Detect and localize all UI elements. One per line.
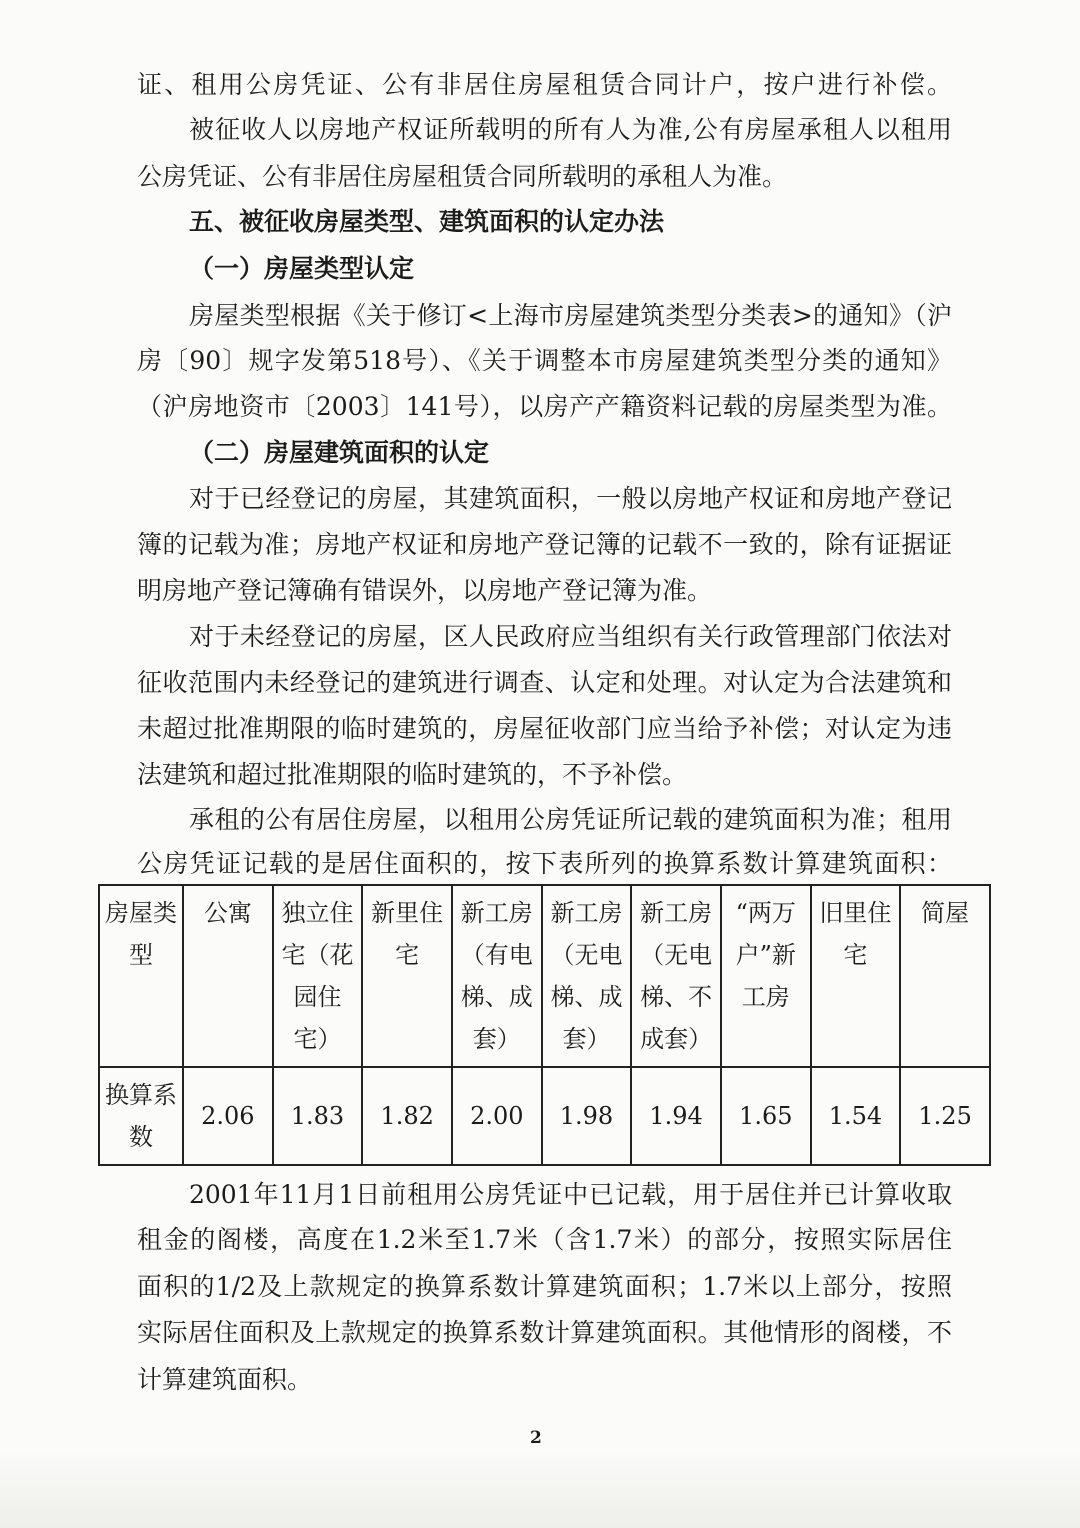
text-line: 法建筑和超过批准期限的临时建筑的，不予补偿。 bbox=[137, 760, 688, 789]
type-header-cell: “两万户”新工房 bbox=[721, 885, 811, 1067]
text-line: （沪房地资市〔2003〕141号），以房产产籍资料记载的房屋类型为准。 bbox=[137, 392, 952, 421]
coefficient-cell: 1.83 bbox=[273, 1067, 363, 1165]
header-label: 房屋类型 bbox=[99, 885, 183, 1067]
type-header-cell: 新工房（无电梯、不成套） bbox=[631, 885, 721, 1067]
text-line: 实际居住面积及上款规定的换算系数计算建筑面积。其他情形的阁楼，不 bbox=[137, 1318, 952, 1347]
coefficient-cell: 1.82 bbox=[362, 1067, 452, 1165]
text-line: 计算建筑面积。 bbox=[137, 1365, 313, 1394]
page-number: 2 bbox=[530, 1428, 542, 1448]
coefficient-cell: 1.54 bbox=[811, 1067, 901, 1165]
text-line: 房屋类型根据《关于修订<上海市房屋建筑类型分类表>的通知》（沪 bbox=[189, 301, 952, 330]
text-line: 未超过批准期限的临时建筑的，房屋征收部门应当给予补偿；对认定为违 bbox=[137, 714, 952, 743]
coefficient-cell: 1.94 bbox=[631, 1067, 721, 1165]
text-line: 被征收人以房地产权证所载明的所有人为准,公有房屋承租人以租用 bbox=[189, 115, 952, 144]
text-line: 承租的公有居住房屋，以租用公房凭证所记载的建筑面积为准；租用 bbox=[189, 805, 952, 834]
text-line: 对于未经登记的房屋，区人民政府应当组织有关行政管理部门依法对 bbox=[189, 622, 952, 651]
type-header-cell: 新工房（有电梯、成套） bbox=[452, 885, 542, 1067]
text-line: 租金的阁楼，高度在1.2米至1.7米（含1.7米）的部分，按照实际居住 bbox=[137, 1225, 952, 1254]
text-line: 征收范围内未经登记的建筑进行调查、认定和处理。对认定为合法建筑和 bbox=[137, 668, 952, 697]
text-line: 公房凭证记载的是居住面积的，按下表所列的换算系数计算建筑面积： bbox=[137, 849, 952, 878]
text-line: 房〔90〕规字发第518号）、《关于调整本市房屋建筑类型分类的通知》 bbox=[137, 346, 952, 375]
type-header-cell: 独立住宅（花园住宅） bbox=[273, 885, 363, 1067]
section-heading: （二）房屋建筑面积的认定 bbox=[189, 438, 490, 467]
coefficient-cell: 1.65 bbox=[721, 1067, 811, 1165]
type-header-cell: 公寓 bbox=[183, 885, 273, 1067]
text-line: 簿的记载为准；房地产权证和房地产登记簿的记载不一致的，除有证据证 bbox=[137, 530, 952, 559]
scan-shadow bbox=[0, 1448, 1080, 1528]
table-values-row bbox=[99, 1067, 990, 1165]
type-header-cell: 旧里住宅 bbox=[811, 885, 901, 1067]
type-header-cell: 简屋 bbox=[900, 885, 990, 1067]
coefficient-cell: 2.00 bbox=[452, 1067, 542, 1165]
conversion-coefficient-table bbox=[98, 884, 991, 1166]
text-line: 2001年11月1日前租用公房凭证中已记载，用于居住并已计算收取 bbox=[189, 1180, 952, 1209]
text-line: 公房凭证、公有非居住房屋租赁合同所载明的承租人为准。 bbox=[137, 162, 788, 191]
type-header-cell: 新里住宅 bbox=[362, 885, 452, 1067]
type-header-cell: 新工房（无电梯、成套） bbox=[542, 885, 632, 1067]
section-heading: （一）房屋类型认定 bbox=[189, 254, 415, 283]
section-heading: 五、被征收房屋类型、建筑面积的认定办法 bbox=[189, 207, 665, 236]
text-line: 对于已经登记的房屋，其建筑面积，一般以房地产权证和房地产登记 bbox=[189, 484, 952, 513]
row-label: 换算系数 bbox=[99, 1067, 183, 1165]
text-line: 证、租用公房凭证、公有非居住房屋租赁合同计户，按户进行补偿。 bbox=[137, 70, 952, 99]
text-line: 面积的1/2及上款规定的换算系数计算建筑面积；1.7米以上部分，按照 bbox=[137, 1272, 952, 1301]
coefficient-cell: 2.06 bbox=[183, 1067, 273, 1165]
coefficient-cell: 1.25 bbox=[900, 1067, 990, 1165]
coefficient-cell: 1.98 bbox=[542, 1067, 632, 1165]
text-line: 明房地产登记簿确有错误外，以房地产登记簿为准。 bbox=[137, 576, 713, 605]
table-header-row bbox=[99, 885, 990, 1067]
